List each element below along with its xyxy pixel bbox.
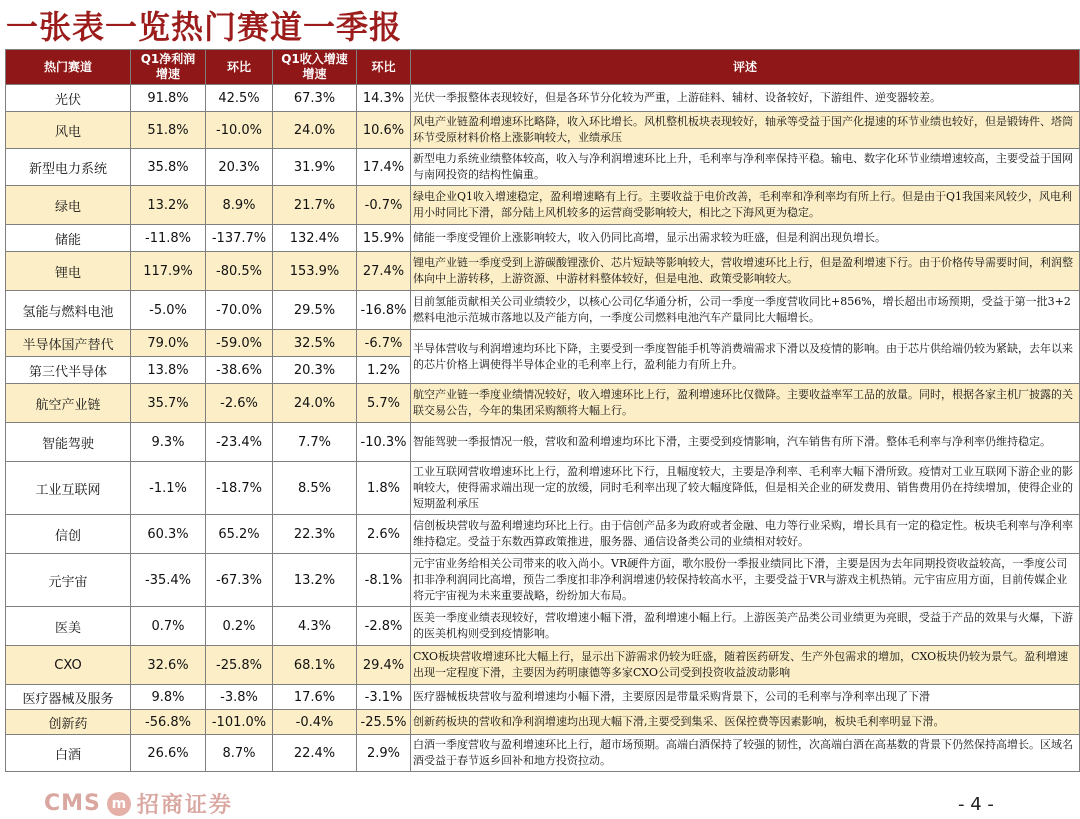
cell-profit-qoq: -2.6% <box>206 384 273 423</box>
cell-comment: 新型电力系统业绩整体较高，收入与净利润增速环比上升，毛利率与净利率保持平稳。输电、数字化环节业绩增速较高，主要受益于国网与南网投资的结构性偏重。 <box>411 149 1080 186</box>
cell-profit-qoq: -23.4% <box>206 423 273 462</box>
header-revenue-growth <box>273 50 357 85</box>
cell-profit: 13.8% <box>131 357 206 384</box>
cell-profit-qoq: 65.2% <box>206 515 273 554</box>
cell-profit-qoq: -18.7% <box>206 462 273 515</box>
cell-comment: 白酒一季度营收与盈利增速环比上行，超市场预期。高端白酒保持了较强的韧性，次高端白酒在高基数的背景下仍然保持高增长。区域名酒受益于春节返乡回补和地方投资拉动。 <box>411 735 1080 772</box>
table-row <box>6 112 1080 149</box>
cell-profit: -5.0% <box>131 291 206 330</box>
cell-profit-qoq: -70.0% <box>206 291 273 330</box>
cell-profit-qoq: -10.0% <box>206 112 273 149</box>
cms-logo <box>44 788 233 819</box>
table-row <box>6 252 1080 291</box>
cell-revenue-qoq: -8.1% <box>357 554 411 607</box>
header-sector: 热门赛道 <box>6 50 131 85</box>
cell-profit: -56.8% <box>131 710 206 735</box>
cell-profit-qoq: 8.9% <box>206 186 273 225</box>
cell-revenue-qoq: -2.8% <box>357 607 411 646</box>
cell-revenue-qoq: 27.4% <box>357 252 411 291</box>
cell-comment: 储能一季度受锂价上涨影响较大，收入仍同比高增，显示出需求较为旺盛，但是利润出现负增长。 <box>411 225 1080 252</box>
table-row <box>6 685 1080 710</box>
table-row <box>6 735 1080 772</box>
cell-revenue-qoq: 2.9% <box>357 735 411 772</box>
cell-profit-qoq: -25.8% <box>206 646 273 685</box>
cell-revenue-qoq: 10.6% <box>357 112 411 149</box>
table-row <box>6 384 1080 423</box>
cell-sector: 创新药 <box>6 710 131 735</box>
cell-revenue-qoq: -16.8% <box>357 291 411 330</box>
brand-name: 招商证券 <box>136 792 233 818</box>
cell-sector: 医疗器械及服务 <box>6 685 131 710</box>
cell-profit: 117.9% <box>131 252 206 291</box>
cell-revenue: 8.5% <box>273 462 357 515</box>
cell-profit-qoq: 20.3% <box>206 149 273 186</box>
cell-revenue-qoq: -0.7% <box>357 186 411 225</box>
table-header-row <box>6 50 1080 85</box>
cell-comment: 绿电企业Q1收入增速稳定，盈利增速略有上行。主要收益于电价改善，毛利率和净利率均有所上行。但是由于Q1我国来风较少，风电利用小时同比下滑，部分陆上风机较多的运营商受影响较大，相比之下海风更为稳定。 <box>411 186 1080 225</box>
cell-sector: 绿电 <box>6 186 131 225</box>
table-row <box>6 149 1080 186</box>
cell-revenue-qoq: 17.4% <box>357 149 411 186</box>
cell-sector: 智能驾驶 <box>6 423 131 462</box>
table-row <box>6 462 1080 515</box>
cell-profit: 13.2% <box>131 186 206 225</box>
cell-revenue: 68.1% <box>273 646 357 685</box>
cell-revenue: 67.3% <box>273 85 357 112</box>
page-number: - 4 - <box>958 794 994 815</box>
table-row <box>6 554 1080 607</box>
header-profit-line2: 增速 <box>155 67 180 81</box>
cell-comment: 工业互联网营收增速环比上行，盈利增速环比下行，且幅度较大，主要是净利率、毛利率大幅下滑所致。疫情对工业互联网下游企业的影响较大，使得需求端出现一定的放缓，同时毛利率出现了较大幅度降低，但是相关企业的研发费用、销售费用仍在持续增加，使得企业的短期盈利承压 <box>411 462 1080 515</box>
cell-revenue-qoq: -25.5% <box>357 710 411 735</box>
cell-sector: 航空产业链 <box>6 384 131 423</box>
cell-sector: 风电 <box>6 112 131 149</box>
cell-profit-qoq: -101.0% <box>206 710 273 735</box>
cell-sector: 锂电 <box>6 252 131 291</box>
logo-mark-icon: m <box>107 792 131 816</box>
cell-profit: -1.1% <box>131 462 206 515</box>
table-row <box>6 186 1080 225</box>
cell-comment: 半导体营收与利润增速均环比下降，主要受到一季度智能手机等消费端需求下滑以及疫情的影响。由于芯片供给端仍较为紧缺，去年以来的芯片价格上调使得半导体企业的毛利率上行，盈利能力有所上升。 <box>411 330 1080 384</box>
cell-sector: 光伏 <box>6 85 131 112</box>
cell-revenue: 20.3% <box>273 357 357 384</box>
cell-profit: 9.3% <box>131 423 206 462</box>
cell-revenue: 153.9% <box>273 252 357 291</box>
cell-profit: 26.6% <box>131 735 206 772</box>
cell-profit: 35.8% <box>131 149 206 186</box>
cell-sector: 元宇宙 <box>6 554 131 607</box>
page-title: 一张表一览热门赛道一季报 <box>6 8 403 46</box>
cell-profit: 91.8% <box>131 85 206 112</box>
table-row <box>6 225 1080 252</box>
cell-revenue-qoq: -10.3% <box>357 423 411 462</box>
table-row <box>6 646 1080 685</box>
cell-profit-qoq: -38.6% <box>206 357 273 384</box>
cell-profit-qoq: 8.7% <box>206 735 273 772</box>
cell-sector: 第三代半导体 <box>6 357 131 384</box>
cell-revenue-qoq: -6.7% <box>357 330 411 357</box>
cell-sector: 半导体国产替代 <box>6 330 131 357</box>
cell-revenue-qoq: 1.8% <box>357 462 411 515</box>
cell-comment: 目前氢能贡献相关公司业绩较少，以核心公司亿华通分析，公司一季度一季度营收同比+856%，增长超出市场预期，受益于第一批3+2燃料电池示范城市落地以及产能方向，一季度公司燃料电池汽车产量同比大幅增长。 <box>411 291 1080 330</box>
header-revenue-line1: Q1收入增速 <box>281 52 348 66</box>
table-row <box>6 515 1080 554</box>
cell-revenue: 132.4% <box>273 225 357 252</box>
cell-revenue: 22.3% <box>273 515 357 554</box>
cell-revenue: 24.0% <box>273 112 357 149</box>
table-row <box>6 423 1080 462</box>
cell-revenue-qoq: 5.7% <box>357 384 411 423</box>
cell-sector: 储能 <box>6 225 131 252</box>
cell-profit: 51.8% <box>131 112 206 149</box>
cell-profit-qoq: -59.0% <box>206 330 273 357</box>
cell-profit-qoq: -80.5% <box>206 252 273 291</box>
cell-comment: 医美一季度业绩表现较好，营收增速小幅下滑，盈利增速小幅上行。上游医美产品类公司业绩更为亮眼，受益于产品的效果与火爆，下游的医美机构则受到疫情影响。 <box>411 607 1080 646</box>
cell-comment: 智能驾驶一季报情况一般，营收和盈利增速均环比下滑，主要受到疫情影响，汽车销售有所下滑。整体毛利率与净利率仍维持稳定。 <box>411 423 1080 462</box>
cell-revenue: 31.9% <box>273 149 357 186</box>
cell-comment: 锂电产业链一季度受到上游碳酸锂涨价、芯片短缺等影响较大，营收增速环比上行，但是盈利增速下行。由于价格传导需要时间，利润整体向中上游转移，上游资源、中游材料整体较好，但是电池、政策受影响较大。 <box>411 252 1080 291</box>
cell-comment: 医疗器械板块营收与盈利增速均小幅下滑，主要原因是带量采购背景下，公司的毛利率与净利率出现了下滑 <box>411 685 1080 710</box>
header-comment: 评述 <box>411 50 1080 85</box>
cell-profit: -11.8% <box>131 225 206 252</box>
cell-revenue-qoq: 15.9% <box>357 225 411 252</box>
cell-comment: 元宇宙业务给相关公司带来的收入尚小。VR硬件方面，歌尔股份一季报业绩同比下滑，主要是因为去年同期投资收益较高，一季度公司扣非净利润同比高增，预告二季度扣非净利润增速仍较保持较高水平，主要受益于VR与游戏主机热销。元宇宙应用方面，目前传媒企业将元宇宙视为未来重要战略，纷纷加大布局。 <box>411 554 1080 607</box>
header-profit-qoq: 环比 <box>206 50 273 85</box>
cell-profit-qoq: -137.7% <box>206 225 273 252</box>
cell-profit: 79.0% <box>131 330 206 357</box>
sector-table <box>5 49 1080 772</box>
cell-revenue: 4.3% <box>273 607 357 646</box>
table-row <box>6 607 1080 646</box>
cell-comment: 航空产业链一季度业绩情况较好，收入增速环比上行，盈利增速环比仅微降。主要收益率军工品的放量。同时，根据各家主机厂披露的关联交易公告，今年的集团采购额将大幅上行。 <box>411 384 1080 423</box>
cell-revenue-qoq: 29.4% <box>357 646 411 685</box>
logo-text: CMS <box>44 791 101 816</box>
cell-revenue: 24.0% <box>273 384 357 423</box>
header-profit-line1: Q1净利润 <box>140 52 196 66</box>
cell-profit: 9.8% <box>131 685 206 710</box>
header-revenue-qoq: 环比 <box>357 50 411 85</box>
cell-sector: 信创 <box>6 515 131 554</box>
cell-comment: CXO板块营收增速环比大幅上行，显示出下游需求仍较为旺盛，随着医药研发、生产外包需求的增加，CXO板块仍较为景气。盈利增速出现一定程度下滑，主要因为药明康德等多家CXO公司受到投资收益波动影响 <box>411 646 1080 685</box>
cell-profit-qoq: 42.5% <box>206 85 273 112</box>
cell-sector: 白酒 <box>6 735 131 772</box>
cell-sector: 氢能与燃料电池 <box>6 291 131 330</box>
table-row <box>6 710 1080 735</box>
cell-profit: -35.4% <box>131 554 206 607</box>
cell-revenue: 7.7% <box>273 423 357 462</box>
cell-profit: 60.3% <box>131 515 206 554</box>
cell-sector: CXO <box>6 646 131 685</box>
cell-revenue: 32.5% <box>273 330 357 357</box>
cell-profit: 35.7% <box>131 384 206 423</box>
cell-profit: 32.6% <box>131 646 206 685</box>
cell-revenue: 29.5% <box>273 291 357 330</box>
cell-comment: 光伏一季报整体表现较好，但是各环节分化较为严重，上游硅料、辅材、设备较好，下游组件、逆变器较差。 <box>411 85 1080 112</box>
cell-sector: 医美 <box>6 607 131 646</box>
header-profit-growth <box>131 50 206 85</box>
cell-revenue-qoq: 2.6% <box>357 515 411 554</box>
cell-revenue: 17.6% <box>273 685 357 710</box>
cell-sector: 工业互联网 <box>6 462 131 515</box>
cell-revenue-qoq: -3.1% <box>357 685 411 710</box>
cell-revenue: 22.4% <box>273 735 357 772</box>
table-row <box>6 85 1080 112</box>
table-row <box>6 291 1080 330</box>
cell-profit-qoq: 0.2% <box>206 607 273 646</box>
cell-profit-qoq: -67.3% <box>206 554 273 607</box>
cell-sector: 新型电力系统 <box>6 149 131 186</box>
cell-revenue: -0.4% <box>273 710 357 735</box>
cell-revenue-qoq: 14.3% <box>357 85 411 112</box>
cell-comment: 信创板块营收与盈利增速均环比上行。由于信创产品多为政府或者金融、电力等行业采购，增长具有一定的稳定性。板块毛利率与净利率维持稳定。受益于东数西算政策推进，服务器、通信设备类公司的业绩相对较好。 <box>411 515 1080 554</box>
table-row <box>6 330 1080 357</box>
header-revenue-line2: 增速 <box>302 67 327 81</box>
cell-comment: 创新药板块的营收和净利润增速均出现大幅下滑,主要受到集采、医保控费等因素影响，板块毛利率明显下滑。 <box>411 710 1080 735</box>
cell-revenue: 21.7% <box>273 186 357 225</box>
cell-comment: 风电产业链盈利增速环比略降，收入环比增长。风机整机板块表现较好，轴承等受益于国产化提速的环节业绩也较好，但是锻铸件、塔筒环节受原材料价格上涨影响较大，业绩承压 <box>411 112 1080 149</box>
cell-revenue: 13.2% <box>273 554 357 607</box>
cell-profit: 0.7% <box>131 607 206 646</box>
cell-revenue-qoq: 1.2% <box>357 357 411 384</box>
cell-profit-qoq: -3.8% <box>206 685 273 710</box>
